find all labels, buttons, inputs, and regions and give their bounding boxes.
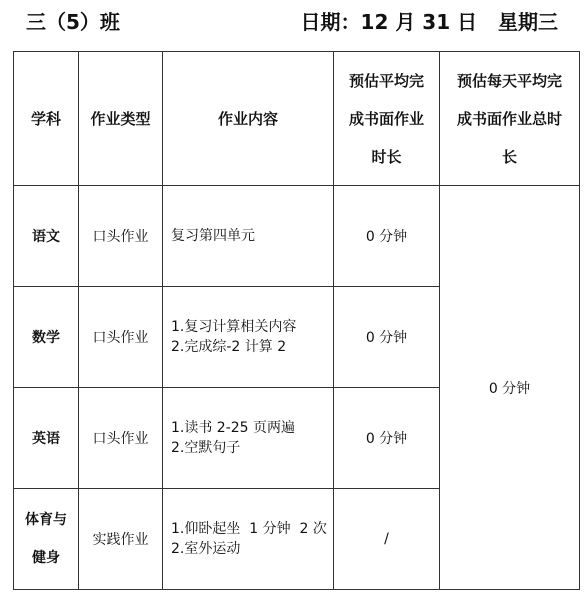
class-title: 三（5）班 — [26, 10, 120, 34]
column-header-avg-time — [334, 52, 440, 186]
page-header — [0, 6, 588, 38]
content-line: 1.仰卧起坐 1 分钟 2 次 — [171, 521, 327, 537]
type-cell: 实践作业 — [79, 489, 163, 590]
content-line: 1.复习计算相关内容 — [171, 319, 297, 335]
table-header-row — [14, 52, 580, 186]
content-cell — [163, 388, 334, 489]
content-line: 2.空默句子 — [171, 440, 241, 456]
total-time-cell: 0 分钟 — [440, 186, 580, 590]
table-row — [14, 186, 580, 287]
content-line: 1.读书 2-25 页两遍 — [171, 420, 296, 436]
column-header-subject: 学科 — [14, 52, 79, 186]
column-header-total-time-text: 预估每天平均完成书面作业总时长 — [456, 71, 562, 166]
content-line: 2.完成综-2 计算 2 — [171, 339, 287, 355]
type-cell: 口头作业 — [79, 388, 163, 489]
subject-text: 体育与健身 — [25, 512, 67, 566]
content-cell — [163, 186, 334, 287]
column-header-content: 作业内容 — [163, 52, 334, 186]
avg-time-cell: 0 分钟 — [334, 388, 440, 489]
subject-cell — [14, 489, 79, 590]
subject-cell: 英语 — [14, 388, 79, 489]
date-label: 日期：12 月 31 日 星期三 — [300, 10, 558, 34]
subject-cell: 语文 — [14, 186, 79, 287]
avg-time-cell: / — [334, 489, 440, 590]
content-cell — [163, 287, 334, 388]
content-cell — [163, 489, 334, 590]
subject-cell: 数学 — [14, 287, 79, 388]
homework-table — [13, 51, 580, 590]
type-cell: 口头作业 — [79, 186, 163, 287]
content-line: 复习第四单元 — [171, 228, 255, 244]
type-cell: 口头作业 — [79, 287, 163, 388]
column-header-type: 作业类型 — [79, 52, 163, 186]
content-line: 2.室外运动 — [171, 541, 241, 557]
column-header-avg-time-text: 预估平均完成书面作业时长 — [348, 71, 424, 166]
avg-time-cell: 0 分钟 — [334, 287, 440, 388]
column-header-total-time — [440, 52, 580, 186]
avg-time-cell: 0 分钟 — [334, 186, 440, 287]
